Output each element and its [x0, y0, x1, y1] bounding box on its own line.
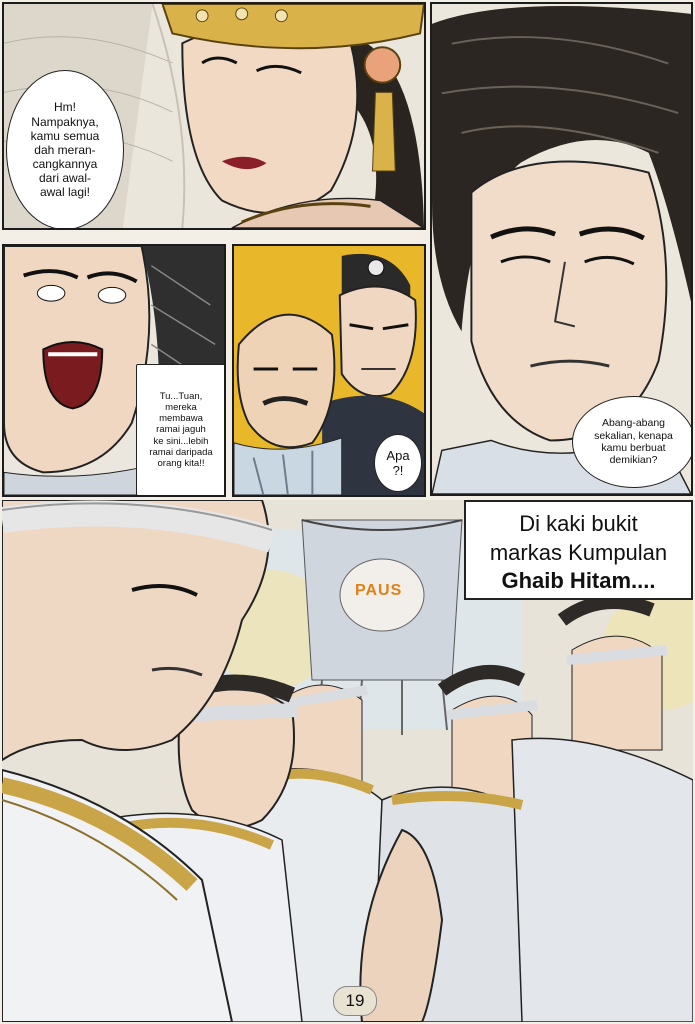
speech-line: dah meran-	[34, 142, 96, 157]
speech-line: dari awal-	[38, 171, 91, 186]
caption-line: markas Kumpulan	[489, 539, 668, 565]
speech-line: demikian?	[609, 454, 658, 467]
speech-line: ramai daripada	[149, 446, 213, 458]
banner-paus-text: PAUS	[355, 582, 403, 599]
speech-bubble-nampaknya	[6, 70, 124, 230]
speech-line: cangkannya	[32, 157, 98, 172]
speech-bubble-abang-abang	[572, 396, 693, 488]
speech-line: kamu berbuat	[601, 442, 666, 454]
panel-4-two-men	[232, 244, 426, 497]
speech-line: ?!	[392, 463, 404, 478]
speech-line: ke sini...lebih	[153, 435, 209, 447]
speech-line: Hm!	[53, 100, 76, 115]
speech-bubble-apa	[374, 434, 422, 492]
panel-1-woman	[2, 2, 426, 230]
panel-5-warriors	[2, 500, 693, 1022]
speech-line: Nampaknya,	[31, 114, 99, 129]
speech-line: mereka	[165, 401, 197, 413]
panel-3-shouting-man	[2, 244, 226, 497]
speech-bubble-tu-tuan	[136, 364, 226, 496]
panel-2-long-hair-man	[430, 2, 693, 496]
caption-line: Di kaki bukit	[519, 511, 638, 536]
caption-box-location	[464, 500, 693, 600]
speech-line: membawa	[159, 413, 203, 425]
speech-line: awal lagi!	[39, 185, 90, 200]
caption-bold-line: Ghaib Hitam....	[501, 568, 656, 594]
speech-line: kamu semua	[30, 128, 100, 143]
speech-line: orang kita!!	[157, 458, 205, 469]
speech-line: Apa	[386, 447, 410, 463]
speech-line: Abang-abang	[601, 417, 666, 430]
speech-line: Tu...Tuan,	[159, 390, 203, 402]
speech-line: ramai jaguh	[156, 424, 206, 436]
speech-line: sekalian, kenapa	[594, 429, 673, 442]
page-number: 19	[333, 986, 377, 1016]
